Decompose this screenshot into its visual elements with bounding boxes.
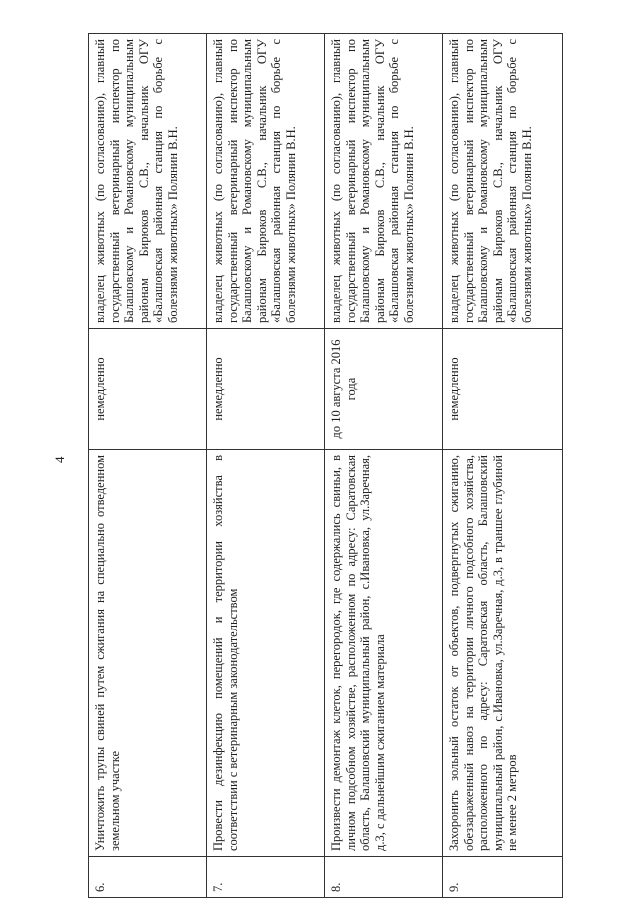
term-cell: немедленно [207,329,325,450]
action-cell: Провести дезинфекцию помещений и территории хозяйства в соответствии с ветеринарным законодательством [207,450,325,857]
term-cell: до 10 августа 2016 года [325,329,443,450]
responsible-cell: владелец животных (по согласованию), главный государственный ветеринарный инспектор по Балашовскому и Романовскому муниципальным районам Бирюков С.В., начальник ОГУ «Балашовская районная станция по борьбе с болезнями животных» Полянин В.Н. [207,34,325,329]
row-number: 6. [89,857,207,898]
row-number: 8. [325,857,443,898]
table-row [443,34,563,898]
row-number: 9. [443,857,563,898]
row-number: 7. [207,857,325,898]
table-row [207,34,325,898]
page-number: 4 [52,456,67,463]
responsible-cell: владелец животных (по согласованию), главный государственный ветеринарный инспектор по Балашовскому и Романовскому муниципальным районам Бирюков С.В., начальник ОГУ «Балашовская районная станция по борьбе с болезнями животных» Полянин В.Н. [443,34,563,329]
action-cell: Уничтожить трупы свиней путем сжигания на специально отведенном земельном участке [89,450,207,857]
action-cell: Захоронить зольный остаток от объектов, подвергнутых сжиганию, обеззараженный навоз на территории личного подсобного хозяйства, расположенного по адресу: Саратовская область, Балашовский муниципальный район, с.Ивановка, ул.Заречная, д.3, в траншее глубиной не менее 2 метров [443,450,563,857]
responsible-cell: владелец животных (по согласованию), главный государственный ветеринарный инспектор по Балашовскому и Романовскому муниципальным районам Бирюков С.В., начальник ОГУ «Балашовская районная станция по борьбе с болезнями животных» Полянин В.Н. [89,34,207,329]
responsible-cell: владелец животных (по согласованию), главный государственный ветеринарный инспектор по Балашовскому и Романовскому муниципальным районам Бирюков С.В., начальник ОГУ «Балашовская районная станция по борьбе с болезнями животных» Полянин В.Н. [325,34,443,329]
term-cell: немедленно [443,329,563,450]
table-row [325,34,443,898]
measures-table [88,33,563,898]
table-row [89,34,207,898]
action-cell: Произвести демонтаж клеток, перегородок, где содержались свиньи, в личном подсобном хозяйстве, расположенном по адресу: Саратовская область, Балашовский муниципальный район, с.Ивановка, ул.Заречная, д.3, с дальнейшим сжиганием материала [325,450,443,857]
term-cell: немедленно [89,329,207,450]
